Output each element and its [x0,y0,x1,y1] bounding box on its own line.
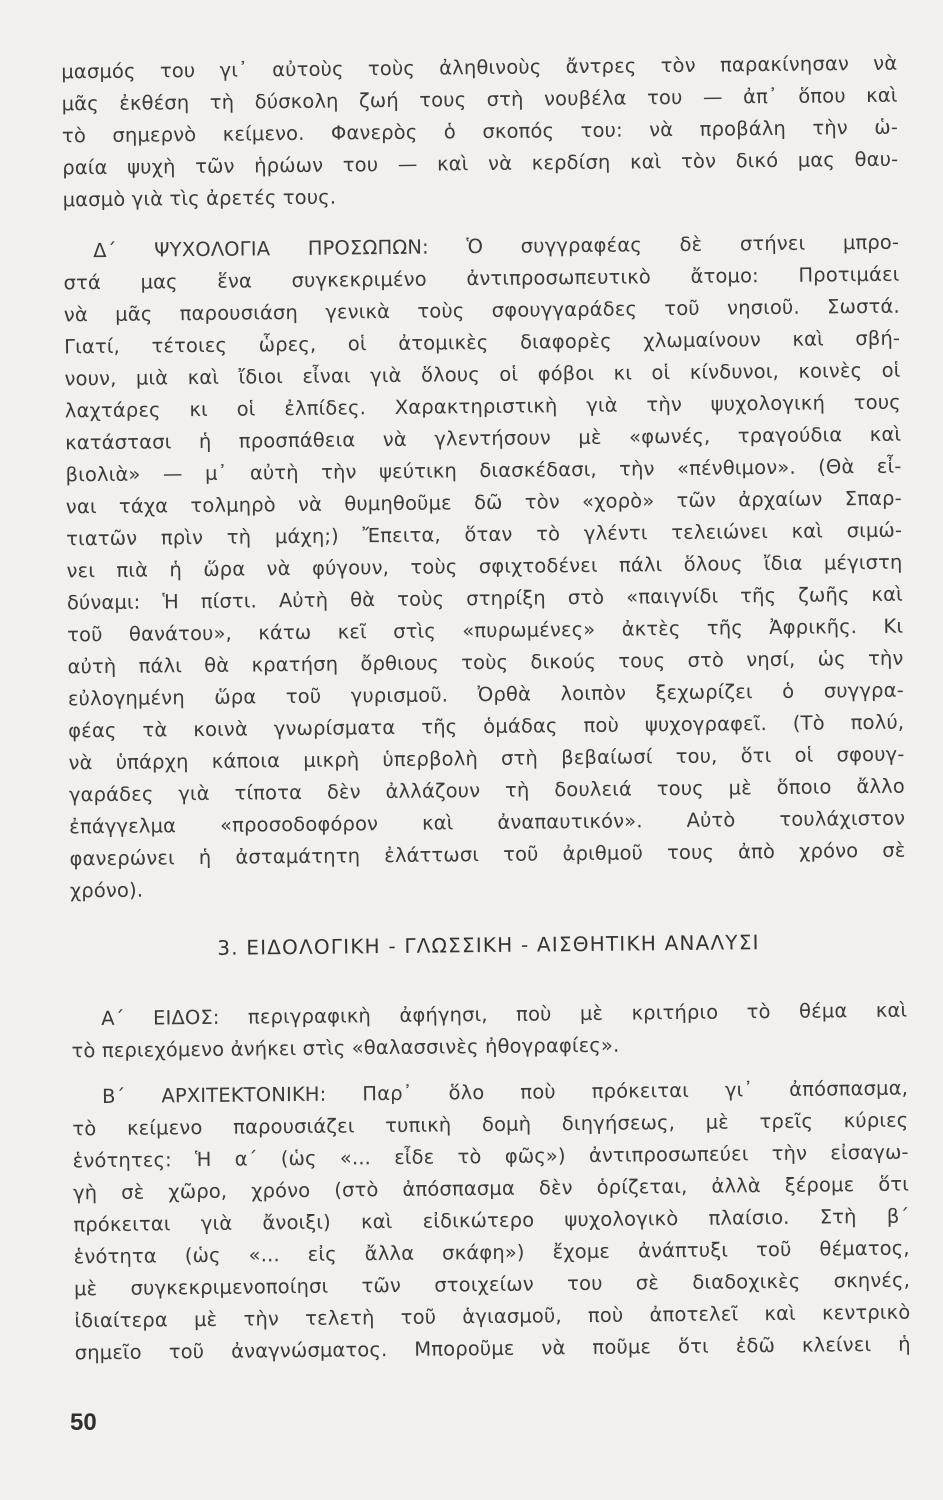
text-line: ἐπάγγελμα «προσοδοφόρον καὶ ἀναπαυτικόν». Αὐτὸ τουλάχιστον [69,806,906,839]
text-line: ραία ψυχὴ τῶν ἡρώων του — καὶ νὰ κερδίση καὶ τὸν δικό μας θαυ- [62,147,899,180]
text-line: Γιατί, τέτοιες ὧρες, οἱ ἀτομικὲς διαφορὲς χλωμαίνουν καὶ σβή- [64,326,901,359]
text-line: στά μας ἕνα συγκεκριμένο ἀντιπροσωπευτικὸ ἄτομο: Προτιμάει [63,262,900,295]
text-line: τὸ περιεχόμενο ἀνήκει στὶς «θαλασσινὲς ἠθογραφίες». [71,1033,620,1063]
paragraph-architecture [72,1073,911,1370]
text-line: ἑνότητα (ὡς «... εἰς ἄλλα σκάφη») ἔχομε ἀνάπτυξι τοῦ θέματος, [73,1236,910,1269]
text-line: ἰδιαίτερα μὲ τὴν τελετὴ τοῦ ἁγιασμοῦ, ποὺ ἀποτελεῖ καὶ κεντρικὸ [74,1300,911,1333]
text-line: τὸ σημερνὸ κείμενο. Φανερὸς ὁ σκοπός του: νὰ προβάλη τὴν ὡ- [61,115,899,148]
text-line: νει πιὰ ἡ ὥρα νὰ φύγουν, τοὺς σφιχτοδένει πάλι ὅλους ἴδια μέγιστη [66,550,903,583]
text-line: νουν, μιὰ καὶ ἴδιοι εἶναι γιὰ ὅλους οἱ φόβοι κι οἱ κίνδυνοι, κοινὲς οἱ [64,358,901,391]
text-line: νὰ ὑπάρχη κάποια μικρὴ ὑπερβολὴ στὴ βεβαίωσί του, ὅτι οἱ σφουγ- [68,742,905,775]
text-line: εὐλογημένη ὥρα τοῦ γυρισμοῦ. Ὀρθὰ λοιπὸν ξεχωρίζει ὁ συγγρα- [67,678,904,711]
text-line: Β΄ ΑΡΧΙΤΕΚΤΟΝΙΚΗ: Παρ᾽ ὅλο ποὺ πρόκειται γι᾽ ἀπόσπασμα, [101,1076,909,1109]
paragraph-genre [71,995,908,1068]
text-line: μασμός του γι᾽ αὐτοὺς τοὺς ἀληθινοὺς ἄντρες τὸν παρακίνησαν νὰ [61,51,898,84]
text-line: μασμὸ γιὰ τὶς ἀρετές τους. [62,185,337,212]
text-line: λαχτάρες κι οἱ ἐλπίδες. Χαρακτηριστικὴ γιὰ τὴν ψυχολογική τους [64,390,901,423]
page-number: 50 [70,1409,97,1436]
text-line: αὐτὴ πάλι θὰ κρατήση ὄρθιους τοὺς δικούς τους στὸ νησί, ὡς τὴν [67,646,904,679]
paragraph-psychology-of-characters [63,227,906,908]
page-text-block [61,48,911,1370]
text-line: τιατῶν πρὶν τὴ μάχη;) Ἔπειτα, ὅταν τὸ γλέντι τελειώνει καὶ σιμώ- [66,518,903,551]
text-line: βιολιὰ» — μ᾽ αὐτὴ τὴν ψεύτικη διασκέδασι, τὴν «πένθιμον». (Θὰ εἶ- [65,454,902,487]
text-line: μᾶς ἐκθέση τὴ δύσκολη ζωή τους στὴ νουβέλα του — ἀπ᾽ ὅπου καὶ [61,83,898,116]
text-line: μὲ συγκεκριμενοποίησι τῶν στοιχείων του σὲ διαδοχικὲς σκηνές, [73,1268,911,1301]
text-line: χρόνο). [69,878,144,903]
text-line: Δ΄ ΨΥΧΟΛΟΓΙΑ ΠΡΟΣΩΠΩΝ: Ὁ συγγραφέας δὲ στήνει μπρο- [93,230,900,263]
text-line: νὰ μᾶς παρουσιάση γενικὰ τοὺς σφουγγαράδες τοῦ νησιοῦ. Σωστά. [63,294,900,327]
text-line: γαράδες γιὰ τίποτα δὲν ἀλλάζουν τὴ δουλειά τους μὲ ὅποιο ἄλλο [68,774,905,807]
text-line: πρόκειται γιὰ ἄνοιξι) καὶ εἰδικώτερο ψυχολογικὸ πλαίσιο. Στὴ β΄ [73,1204,910,1237]
text-line: τὸ κείμενο παρουσιάζει τυπικὴ δομὴ διηγήσεως, μὲ τρεῖς κύριες [72,1108,909,1141]
text-line: ἑνότητες: Ἡ α΄ (ὡς «... εἶδε τὸ φῶς») ἀντιπροσωπεύει τὴν εἰσαγω- [72,1140,909,1173]
text-line: σημεῖο τοῦ ἀναγνώσματος. Μποροῦμε νὰ ποῦμε ὅτι ἐδῶ κλείνει ἡ [74,1332,911,1365]
paragraph-author-purpose-end [61,48,899,217]
section-heading: 3. ΕΙΔΟΛΟΓΙΚΗ - ΓΛΩΣΣΙΚΗ - ΑΙΣΘΗΤΙΚΗ ΑΝΑΛΥΣΙ [217,930,760,960]
text-line: φανερώνει ἡ ἀσταμάτητη ἐλάττωσι τοῦ ἀριθμοῦ τους ἀπὸ χρόνο σὲ [69,838,906,871]
text-line: γὴ σὲ χῶρο, χρόνο (στὸ ἀπόσπασμα δὲν ὁρίζεται, ἀλλὰ ξέρομε ὅτι [72,1172,910,1205]
text-line: τοῦ θανάτου», κάτω κεῖ στὶς «πυρωμένες» ἀκτὲς τῆς Ἀφρικῆς. Κι [67,614,904,647]
text-line: ναι τάχα τολμηρὸ νὰ θυμηθοῦμε δῶ τὸν «χορὸ» τῶν ἀρχαίων Σπαρ- [65,486,902,519]
text-line: φέας τὰ κοινὰ γνωρίσματα τῆς ὁμάδας ποὺ ψυχογραφεῖ. (Τὸ πολύ, [68,710,905,743]
text-line: δύναμι: Ἡ πίστι. Αὐτὴ θὰ τοὺς στηρίξη στὸ «παιγνίδι τῆς ζωῆς καὶ [66,582,903,615]
text-line: κατάστασι ἡ προσπάθεια νὰ γλεντήσουν μὲ «φωνές, τραγούδια καὶ [65,422,902,455]
text-line: Α΄ ΕΙΔΟΣ: περιγραφικὴ ἀφήγησι, ποὺ μὲ κριτήριο τὸ θέμα καὶ [101,998,908,1031]
